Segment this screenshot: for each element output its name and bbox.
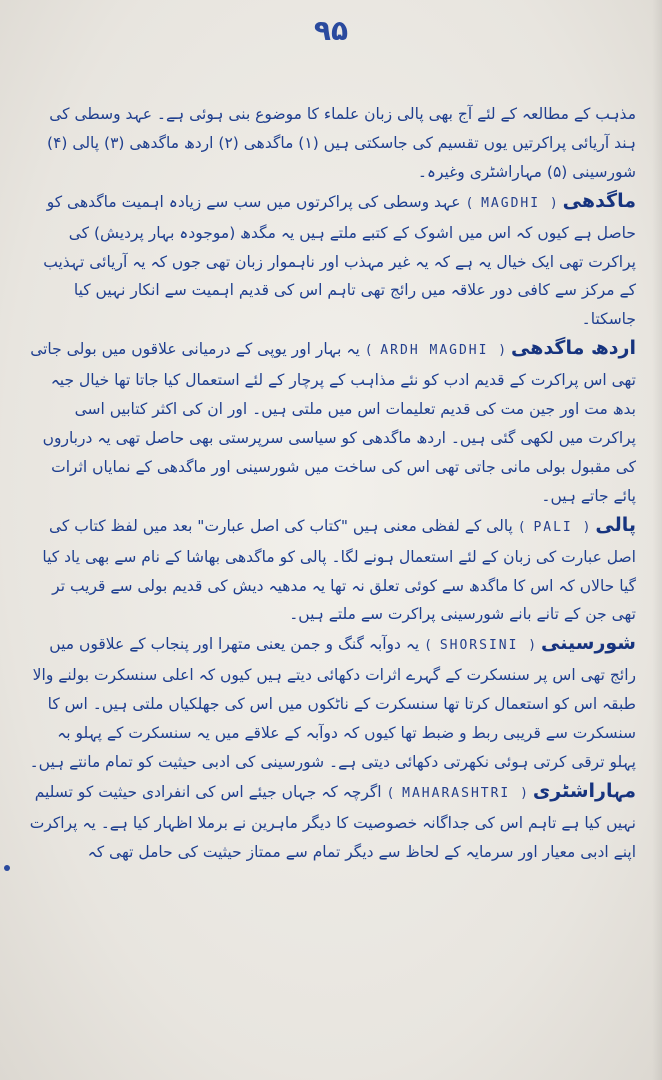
text-line: یہ دوآبہ گنگ و جمن یعنی متھرا اور پنجاب [150, 635, 420, 654]
section-heading-ardh-magdhi: اردھ ماگدھی [511, 337, 636, 360]
text-line: پراکرت اپنے ادبی معیار اور سرمایہ کے لحاظ سے دیگر تمام سے ممتاز حیثیت کی حامل تھی کہ [29, 813, 636, 861]
section-heading-maharashtri: مہاراشٹری [532, 779, 636, 802]
text-line: حیثیت کو تسلیم نہیں کیا ہے تاہم اس کی جداگانہ خصوصیت کا دیگر ماہرین نے برملا اظہار کیا ہے۔ یہ [34, 782, 636, 832]
paragraph-magdhi [28, 187, 636, 335]
text-line: عہد وسطی کی پراکرتوں میں سب سے زیادہ اہمیت ماگدھی [67, 192, 461, 211]
text-line: ایک خیال یہ ہے کہ یہ غیر مہذب اور ناہموار زبان تھی جوں کہ یہ آریائی تہذیب کے مرکز سے کافی دور علاقہ [43, 252, 636, 300]
text-line: اس کی ساخت میں شورسینی اور ماگدھی کے نمایاں اثرات پائے جاتے ہیں۔ [51, 457, 636, 505]
section-heading-shorsini: شورسینی [541, 632, 636, 655]
page-edge-shadow [652, 0, 662, 1080]
text-line: تانے بانے شورسینی پراکرت سے ملتے ہیں۔ [289, 605, 559, 624]
text-line: کو حاصل ہے کیوں کہ اس میں اشوک کے کتبے ملتے ہیں یہ مگدھ (موجودہ بہار پردیش) کی پراکرت تھی [46, 192, 636, 271]
margin-bullet-mark [4, 865, 10, 871]
text-line: مذہب کے مطالعہ کے لئے آج بھی پالی زبان علماء کا موضوع بنی ہوئی ہے۔ [156, 105, 636, 123]
latin-term: ( MAGDHI ) [465, 195, 558, 211]
page-number: ۹۵ [313, 14, 349, 47]
text-line: بولی جاتی تھی اس پراکرت کے قدیم ادب کو نئے مذاہب کے پرچار کے لئے استعمال کیا جاتا تھا خیال جیہ [30, 340, 636, 390]
page-body [28, 100, 636, 867]
latin-term: ( SHORSINI ) [424, 638, 537, 654]
paragraph-maharashtri [28, 777, 636, 867]
text-line: کی اصل عبارت کی زبان کے لئے استعمال ہونے لگا۔ پالی کو ماگدھی بھاشا کے نام سے بھی یاد کیا گیا [42, 516, 636, 595]
paragraph-intro [28, 100, 636, 187]
text-line: پالی (۴) شورسینی (۵) مہاراشٹری وغیرہ۔ [47, 133, 636, 181]
text-line: پالی کے لفظی معنی ہیں "کتاب کی اصل عبارت" بعد میں لفظ کتاب [74, 516, 513, 535]
text-line: سے قریبی ربط و ضبط تھا کیوں کہ دوآبہ کے علاقے میں یہ سنسکرت کے پہلو بہ پہلو ترقی کرتی ہوئی نکھرتی [57, 724, 636, 771]
text-line: اگرچہ کہ جہاں جیئے اس کی انفرادی [141, 782, 382, 801]
section-heading-magdhi: ماگدھی [562, 189, 636, 212]
text-line: عہد وسطی کی ہند آریائی پراکرتیں یوں تقسیم کی جاسکتی ہیں (۱) ماگدھی (۲) اردھ ماگدھی (۳) [49, 105, 636, 152]
latin-term: ( ARDH MAGDHI ) [364, 343, 507, 359]
section-heading-pali: پالی [595, 513, 636, 536]
text-line: حالاں کہ اس کا ماگدھ سے کوئی تعلق نہ تھا یہ مدھیہ دیش کی قدیم بولی سے قریب تر تھی جن کے [52, 576, 636, 624]
text-line: یہ بہار اور یوپی کے درمیانی علاقوں میں [101, 340, 360, 359]
paragraph-shorsini [28, 629, 636, 777]
text-line: والا طبقہ اس کو استعمال کرتا تھا سنسکرت کے ناٹکوں میں اس کی جھلکیاں ملتی ہیں۔ اس کا سنسکرت [32, 666, 636, 743]
text-line: کے علاقوں میں رائج تھی اس پر سنسکرت کے گہرے اثرات دکھائی دیتے ہیں کیوں کہ اعلی سنسکرت بولنے [49, 635, 636, 685]
paragraph-pali [28, 511, 636, 630]
latin-term: ( PALI ) [517, 519, 591, 535]
text-line: گئی ہیں۔ اردھ ماگدھی کو سیاسی سرپرستی بھی حاصل تھی یہ درباروں کی مقبول بولی مانی جاتی تھی [42, 428, 636, 476]
paragraph-ardh-magdhi [28, 334, 636, 510]
text-line: میں رائج تھی تاہم اس کی قدیم اہمیت سے انکار نہیں کیا جاسکتا۔ [73, 281, 636, 329]
text-line: بدھ مت اور جین مت کی قدیم تعلیمات اس میں ملتی ہیں۔ اور ان کی اکثر کتابیں اسی پراکرت میں لکھی [74, 400, 636, 447]
text-line: دکھائی دیتی ہے۔ شورسینی کی ادبی حیثیت کو تمام مانتے ہیں۔ [29, 752, 439, 771]
latin-term: ( MAHARASHTRI ) [386, 785, 528, 801]
